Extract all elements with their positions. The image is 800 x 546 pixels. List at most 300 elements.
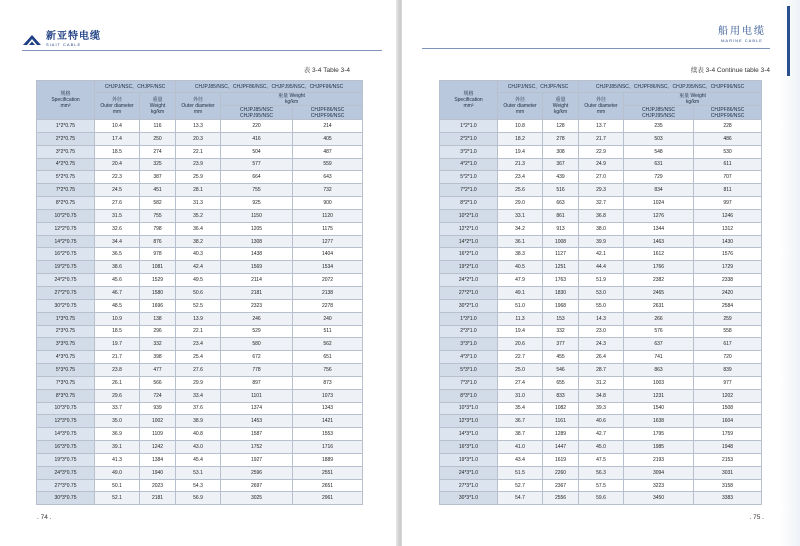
weight-a-cell: 566 <box>140 376 176 389</box>
weight-b2-cell: 1120 <box>293 209 363 222</box>
spec-cell: 24*2*0.75 <box>37 274 95 287</box>
weight-b2-cell: 2420 <box>694 286 762 299</box>
table-row <box>37 197 363 210</box>
weight-a-cell: 250 <box>140 132 176 145</box>
outer-diameter-b-cell: 45.0 <box>579 441 624 454</box>
table-row <box>37 441 363 454</box>
outer-diameter-b-cell: 36.8 <box>579 209 624 222</box>
weight-b1-cell: 1308 <box>221 235 293 248</box>
weight-b1-cell: 2631 <box>624 299 694 312</box>
outer-diameter-a-cell: 31.0 <box>498 389 543 402</box>
table-row <box>37 120 363 133</box>
outer-diameter-b-cell: 38.9 <box>176 415 221 428</box>
spec-cell: 14*2*0.75 <box>37 235 95 248</box>
spec-cell: 1*2*1.0 <box>440 120 498 133</box>
weight-a-cell: 1529 <box>140 274 176 287</box>
weight-a-cell: 1696 <box>140 299 176 312</box>
outer-diameter-b-cell: 42.4 <box>176 261 221 274</box>
spec-cell: 3*2*1.0 <box>440 145 498 158</box>
table-row <box>37 389 363 402</box>
outer-diameter-a-cell: 19.4 <box>498 145 543 158</box>
outer-diameter-a-cell: 22.3 <box>95 171 140 184</box>
table-row <box>440 492 762 505</box>
weight-b2-cell: 2278 <box>293 299 363 312</box>
spec-cell: 10*3*0.75 <box>37 402 95 415</box>
outer-diameter-b-cell: 14.3 <box>579 312 624 325</box>
outer-diameter-a-cell: 19.4 <box>498 325 543 338</box>
weight-a-cell: 128 <box>543 120 579 133</box>
table-row <box>440 428 762 441</box>
weight-b2-cell: 1948 <box>694 441 762 454</box>
weight-b1-cell: 1344 <box>624 222 694 235</box>
table-row <box>37 364 363 377</box>
weight-b1-cell: 3094 <box>624 466 694 479</box>
weight-b1-cell: 2193 <box>624 453 694 466</box>
header-outer-diameter-b: 外径 Outer diameter mm <box>579 93 624 120</box>
outer-diameter-b-cell: 56.9 <box>176 492 221 505</box>
weight-a-cell: 1830 <box>543 286 579 299</box>
weight-b2-cell: 405 <box>293 132 363 145</box>
table-row <box>440 415 762 428</box>
spec-cell: 19*2*1.0 <box>440 261 498 274</box>
weight-a-cell: 1127 <box>543 248 579 261</box>
weight-a-cell: 1081 <box>140 261 176 274</box>
spec-cell: 24*2*1.0 <box>440 274 498 287</box>
header-sub-b2: CHJPF86/NSC CHJPF96/NSC <box>293 106 363 120</box>
outer-diameter-a-cell: 51.0 <box>498 299 543 312</box>
spec-cell: 19*3*1.0 <box>440 453 498 466</box>
cable-spec-table <box>439 80 762 505</box>
weight-b2-cell: 707 <box>694 171 762 184</box>
table-row <box>440 235 762 248</box>
weight-b2-cell: 1073 <box>293 389 363 402</box>
spec-cell: 3*3*0.75 <box>37 338 95 351</box>
weight-a-cell: 274 <box>140 145 176 158</box>
outer-diameter-a-cell: 31.5 <box>95 209 140 222</box>
outer-diameter-b-cell: 56.3 <box>579 466 624 479</box>
table-row <box>37 376 363 389</box>
outer-diameter-a-cell: 25.6 <box>498 184 543 197</box>
outer-diameter-a-cell: 18.2 <box>498 132 543 145</box>
outer-diameter-a-cell: 34.2 <box>498 222 543 235</box>
outer-diameter-b-cell: 59.6 <box>579 492 624 505</box>
outer-diameter-a-cell: 23.4 <box>498 171 543 184</box>
outer-diameter-a-cell: 39.1 <box>95 441 140 454</box>
weight-b1-cell: 1276 <box>624 209 694 222</box>
outer-diameter-b-cell: 55.0 <box>579 299 624 312</box>
outer-diameter-b-cell: 34.8 <box>579 389 624 402</box>
outer-diameter-b-cell: 29.3 <box>579 184 624 197</box>
weight-a-cell: 138 <box>140 312 176 325</box>
header-weight-a: 重量 Weight kg/km <box>140 93 176 120</box>
weight-b1-cell: 2323 <box>221 299 293 312</box>
outer-diameter-a-cell: 36.5 <box>95 248 140 261</box>
table-row <box>440 389 762 402</box>
weight-b1-cell: 235 <box>624 120 694 133</box>
spec-cell: 7*3*0.75 <box>37 376 95 389</box>
outer-diameter-a-cell: 18.5 <box>95 325 140 338</box>
outer-diameter-b-cell: 33.4 <box>176 389 221 402</box>
weight-a-cell: 1002 <box>140 415 176 428</box>
outer-diameter-a-cell: 20.6 <box>498 338 543 351</box>
weight-a-cell: 278 <box>543 132 579 145</box>
page-number: . 75 . <box>749 514 764 521</box>
siait-logo-icon <box>22 33 42 47</box>
weight-b2-cell: 1759 <box>694 428 762 441</box>
weight-a-cell: 798 <box>140 222 176 235</box>
weight-a-cell: 398 <box>140 351 176 364</box>
outer-diameter-b-cell: 22.1 <box>176 325 221 338</box>
outer-diameter-a-cell: 24.5 <box>95 184 140 197</box>
spec-cell: 2*2*1.0 <box>440 132 498 145</box>
table-row <box>440 120 762 133</box>
weight-b2-cell: 530 <box>694 145 762 158</box>
weight-b1-cell: 548 <box>624 145 694 158</box>
table-row <box>37 222 363 235</box>
table-row <box>37 184 363 197</box>
spec-cell: 14*3*1.0 <box>440 428 498 441</box>
weight-b2-cell: 977 <box>694 376 762 389</box>
outer-diameter-b-cell: 38.2 <box>176 235 221 248</box>
weight-b2-cell: 1729 <box>694 261 762 274</box>
weight-a-cell: 833 <box>543 389 579 402</box>
table-row <box>37 171 363 184</box>
weight-a-cell: 1619 <box>543 453 579 466</box>
outer-diameter-b-cell: 50.6 <box>176 286 221 299</box>
table-row <box>37 492 363 505</box>
table-row <box>440 274 762 287</box>
weight-b2-cell: 558 <box>694 325 762 338</box>
weight-b1-cell: 672 <box>221 351 293 364</box>
weight-b1-cell: 1205 <box>221 222 293 235</box>
weight-b1-cell: 1453 <box>221 415 293 428</box>
outer-diameter-b-cell: 45.4 <box>176 453 221 466</box>
spec-cell: 19*2*0.75 <box>37 261 95 274</box>
outer-diameter-b-cell: 47.5 <box>579 453 624 466</box>
weight-b1-cell: 246 <box>221 312 293 325</box>
weight-b1-cell: 1101 <box>221 389 293 402</box>
outer-diameter-a-cell: 36.1 <box>498 235 543 248</box>
header-outer-diameter-a: 外径 Outer diameter mm <box>498 93 543 120</box>
header-spec: 规格 Specification mm² <box>440 81 498 120</box>
table-row <box>440 261 762 274</box>
table-row <box>440 171 762 184</box>
weight-b1-cell: 2382 <box>624 274 694 287</box>
weight-b2-cell: 1889 <box>293 453 363 466</box>
weight-b2-cell: 732 <box>293 184 363 197</box>
outer-diameter-a-cell: 26.1 <box>95 376 140 389</box>
weight-a-cell: 2367 <box>543 479 579 492</box>
weight-a-cell: 308 <box>543 145 579 158</box>
outer-diameter-a-cell: 46.7 <box>95 286 140 299</box>
outer-diameter-a-cell: 32.6 <box>95 222 140 235</box>
spec-cell: 5*2*0.75 <box>37 171 95 184</box>
header-sub-b1: CHJPJ85/NSC CHJPJ95/NSC <box>624 106 694 120</box>
table-row <box>37 261 363 274</box>
weight-b2-cell: 1312 <box>694 222 762 235</box>
weight-a-cell: 913 <box>543 222 579 235</box>
table-row <box>37 453 363 466</box>
outer-diameter-b-cell: 38.0 <box>579 222 624 235</box>
outer-diameter-a-cell: 54.7 <box>498 492 543 505</box>
outer-diameter-a-cell: 23.8 <box>95 364 140 377</box>
outer-diameter-a-cell: 10.4 <box>95 120 140 133</box>
weight-b2-cell: 2651 <box>293 479 363 492</box>
spec-cell: 24*3*0.75 <box>37 466 95 479</box>
weight-b1-cell: 3450 <box>624 492 694 505</box>
spec-cell: 16*3*0.75 <box>37 441 95 454</box>
outer-diameter-a-cell: 50.1 <box>95 479 140 492</box>
weight-b2-cell: 1175 <box>293 222 363 235</box>
weight-b1-cell: 220 <box>221 120 293 133</box>
spec-cell: 27*3*1.0 <box>440 479 498 492</box>
spec-cell: 4*3*1.0 <box>440 351 498 364</box>
spec-cell: 4*2*1.0 <box>440 158 498 171</box>
weight-b1-cell: 2114 <box>221 274 293 287</box>
outer-diameter-b-cell: 36.4 <box>176 222 221 235</box>
weight-a-cell: 1763 <box>543 274 579 287</box>
outer-diameter-a-cell: 38.6 <box>95 261 140 274</box>
outer-diameter-b-cell: 28.7 <box>579 364 624 377</box>
weight-b1-cell: 1766 <box>624 261 694 274</box>
weight-a-cell: 2023 <box>140 479 176 492</box>
table-row <box>440 209 762 222</box>
weight-a-cell: 546 <box>543 364 579 377</box>
weight-b2-cell: 1716 <box>293 441 363 454</box>
spec-cell: 2*3*1.0 <box>440 325 498 338</box>
weight-a-cell: 755 <box>140 209 176 222</box>
weight-b2-cell: 2338 <box>694 274 762 287</box>
weight-b1-cell: 778 <box>221 364 293 377</box>
table-row <box>440 325 762 338</box>
outer-diameter-a-cell: 11.3 <box>498 312 543 325</box>
spec-cell: 27*2*0.75 <box>37 286 95 299</box>
weight-a-cell: 332 <box>543 325 579 338</box>
brand-name-cn: 新亚特电缆 <box>46 31 101 42</box>
spec-cell: 7*2*0.75 <box>37 184 95 197</box>
table-caption: 续表 3-4 Continue table 3-4 <box>690 67 770 74</box>
spec-cell: 3*2*0.75 <box>37 145 95 158</box>
spec-cell: 14*2*1.0 <box>440 235 498 248</box>
weight-b1-cell: 1795 <box>624 428 694 441</box>
outer-diameter-a-cell: 33.7 <box>95 402 140 415</box>
outer-diameter-b-cell: 31.2 <box>579 376 624 389</box>
outer-diameter-b-cell: 43.0 <box>176 441 221 454</box>
table-row <box>440 158 762 171</box>
outer-diameter-a-cell: 29.6 <box>95 389 140 402</box>
weight-b1-cell: 529 <box>221 325 293 338</box>
weight-b2-cell: 3383 <box>694 492 762 505</box>
weight-a-cell: 861 <box>543 209 579 222</box>
weight-a-cell: 516 <box>543 184 579 197</box>
weight-b2-cell: 486 <box>694 132 762 145</box>
weight-b1-cell: 1927 <box>221 453 293 466</box>
page-edge <box>780 0 800 546</box>
weight-b1-cell: 863 <box>624 364 694 377</box>
outer-diameter-b-cell: 37.6 <box>176 402 221 415</box>
outer-diameter-b-cell: 51.9 <box>579 274 624 287</box>
weight-a-cell: 655 <box>543 376 579 389</box>
outer-diameter-b-cell: 35.2 <box>176 209 221 222</box>
spec-cell: 3*3*1.0 <box>440 338 498 351</box>
outer-diameter-a-cell: 22.7 <box>498 351 543 364</box>
weight-b1-cell: 1438 <box>221 248 293 261</box>
outer-diameter-b-cell: 24.9 <box>579 158 624 171</box>
weight-b2-cell: 1202 <box>694 389 762 402</box>
weight-b2-cell: 2153 <box>694 453 762 466</box>
table-row <box>37 428 363 441</box>
weight-b2-cell: 259 <box>694 312 762 325</box>
table-row <box>37 466 363 479</box>
right-page <box>402 0 800 546</box>
outer-diameter-b-cell: 49.5 <box>176 274 221 287</box>
table-row <box>37 158 363 171</box>
table-row <box>440 197 762 210</box>
outer-diameter-a-cell: 40.5 <box>498 261 543 274</box>
weight-a-cell: 116 <box>140 120 176 133</box>
spec-cell: 7*2*1.0 <box>440 184 498 197</box>
table-caption: 表 3-4 Table 3-4 <box>303 67 350 74</box>
weight-b2-cell: 1246 <box>694 209 762 222</box>
weight-b2-cell: 228 <box>694 120 762 133</box>
weight-b1-cell: 576 <box>624 325 694 338</box>
weight-b1-cell: 2465 <box>624 286 694 299</box>
outer-diameter-b-cell: 27.0 <box>579 171 624 184</box>
table-row <box>440 376 762 389</box>
outer-diameter-b-cell: 24.3 <box>579 338 624 351</box>
outer-diameter-a-cell: 17.4 <box>95 132 140 145</box>
spec-cell: 4*2*0.75 <box>37 158 95 171</box>
weight-b1-cell: 2181 <box>221 286 293 299</box>
table-row <box>440 453 762 466</box>
header-weight-b: 重量 Weight kg/km <box>624 93 762 106</box>
outer-diameter-b-cell: 53.1 <box>176 466 221 479</box>
table-row <box>440 184 762 197</box>
spec-cell: 30*3*1.0 <box>440 492 498 505</box>
spec-cell: 16*2*0.75 <box>37 248 95 261</box>
weight-a-cell: 1289 <box>543 428 579 441</box>
outer-diameter-b-cell: 44.4 <box>579 261 624 274</box>
table-row <box>37 248 363 261</box>
outer-diameter-a-cell: 20.4 <box>95 158 140 171</box>
spec-cell: 5*3*1.0 <box>440 364 498 377</box>
outer-diameter-a-cell: 41.0 <box>498 441 543 454</box>
weight-a-cell: 1109 <box>140 428 176 441</box>
table-row <box>37 299 363 312</box>
table-row <box>440 351 762 364</box>
outer-diameter-a-cell: 52.7 <box>498 479 543 492</box>
table-row <box>440 132 762 145</box>
weight-a-cell: 387 <box>140 171 176 184</box>
weight-a-cell: 455 <box>543 351 579 364</box>
header-outer-diameter-a: 外径 Outer diameter mm <box>95 93 140 120</box>
table-row <box>37 286 363 299</box>
weight-a-cell: 325 <box>140 158 176 171</box>
outer-diameter-a-cell: 52.1 <box>95 492 140 505</box>
weight-b2-cell: 617 <box>694 338 762 351</box>
outer-diameter-a-cell: 29.0 <box>498 197 543 210</box>
cable-spec-table <box>36 80 363 505</box>
outer-diameter-b-cell: 13.9 <box>176 312 221 325</box>
outer-diameter-b-cell: 31.3 <box>176 197 221 210</box>
table-row <box>440 338 762 351</box>
table-row <box>37 235 363 248</box>
weight-a-cell: 582 <box>140 197 176 210</box>
weight-a-cell: 1447 <box>543 441 579 454</box>
table-row <box>37 479 363 492</box>
outer-diameter-b-cell: 42.7 <box>579 428 624 441</box>
weight-b2-cell: 2551 <box>293 466 363 479</box>
outer-diameter-a-cell: 25.0 <box>498 364 543 377</box>
weight-b2-cell: 2138 <box>293 286 363 299</box>
weight-a-cell: 377 <box>543 338 579 351</box>
spec-cell: 10*2*0.75 <box>37 209 95 222</box>
spec-cell: 1*3*0.75 <box>37 312 95 325</box>
spec-cell: 10*2*1.0 <box>440 209 498 222</box>
weight-b2-cell: 811 <box>694 184 762 197</box>
weight-b2-cell: 487 <box>293 145 363 158</box>
outer-diameter-b-cell: 23.4 <box>176 338 221 351</box>
weight-b1-cell: 1231 <box>624 389 694 402</box>
weight-b2-cell: 2961 <box>293 492 363 505</box>
weight-b2-cell: 1343 <box>293 402 363 415</box>
outer-diameter-a-cell: 47.9 <box>498 274 543 287</box>
outer-diameter-b-cell: 23.9 <box>176 158 221 171</box>
table-row <box>37 351 363 364</box>
outer-diameter-b-cell: 21.7 <box>579 132 624 145</box>
weight-b1-cell: 1752 <box>221 441 293 454</box>
spec-cell: 8*2*1.0 <box>440 197 498 210</box>
table-row <box>37 312 363 325</box>
table-row <box>37 209 363 222</box>
weight-b1-cell: 755 <box>221 184 293 197</box>
weight-b1-cell: 834 <box>624 184 694 197</box>
weight-a-cell: 939 <box>140 402 176 415</box>
weight-b1-cell: 1638 <box>624 415 694 428</box>
spec-cell: 27*3*0.75 <box>37 479 95 492</box>
weight-a-cell: 1384 <box>140 453 176 466</box>
table-row <box>440 479 762 492</box>
weight-a-cell: 367 <box>543 158 579 171</box>
outer-diameter-b-cell: 23.0 <box>579 325 624 338</box>
spec-cell: 30*2*1.0 <box>440 299 498 312</box>
weight-b2-cell: 873 <box>293 376 363 389</box>
weight-b2-cell: 559 <box>293 158 363 171</box>
spec-cell: 14*3*0.75 <box>37 428 95 441</box>
weight-b1-cell: 2596 <box>221 466 293 479</box>
outer-diameter-b-cell: 39.3 <box>579 402 624 415</box>
spec-cell: 24*3*1.0 <box>440 466 498 479</box>
spec-cell: 8*2*0.75 <box>37 197 95 210</box>
table-row <box>440 466 762 479</box>
table-row <box>37 132 363 145</box>
outer-diameter-a-cell: 49.0 <box>95 466 140 479</box>
weight-b2-cell: 900 <box>293 197 363 210</box>
weight-b2-cell: 214 <box>293 120 363 133</box>
weight-b2-cell: 1604 <box>694 415 762 428</box>
weight-a-cell: 1161 <box>543 415 579 428</box>
table-row <box>37 274 363 287</box>
spec-cell: 7*3*1.0 <box>440 376 498 389</box>
section-title-en: MARINE CABLE <box>721 38 763 43</box>
table-row <box>440 248 762 261</box>
weight-b1-cell: 3223 <box>624 479 694 492</box>
weight-b2-cell: 997 <box>694 197 762 210</box>
weight-a-cell: 2181 <box>140 492 176 505</box>
weight-b1-cell: 416 <box>221 132 293 145</box>
weight-a-cell: 332 <box>140 338 176 351</box>
weight-b1-cell: 580 <box>221 338 293 351</box>
